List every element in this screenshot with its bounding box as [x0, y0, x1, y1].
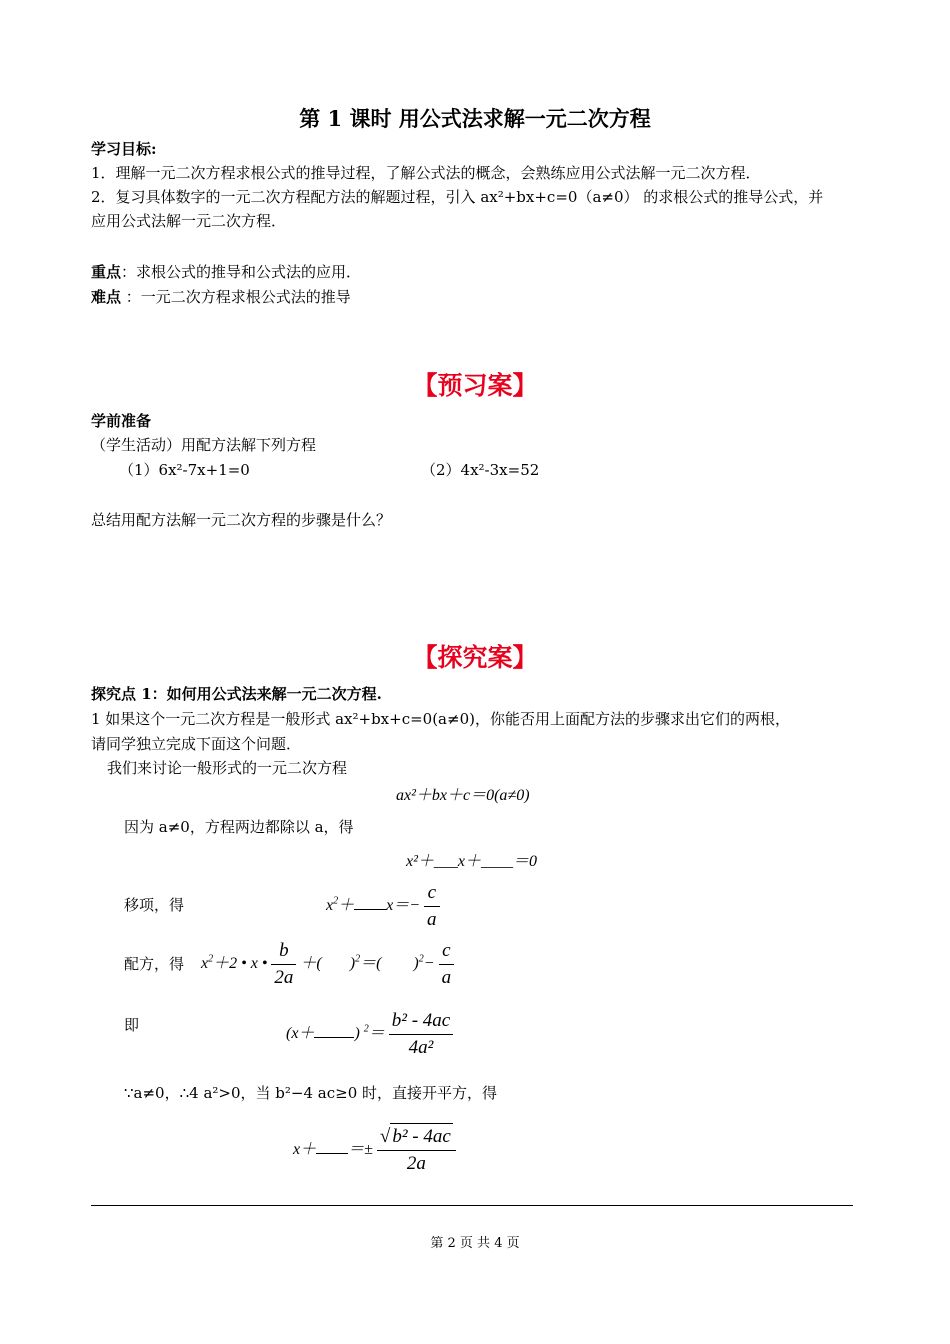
- fraction-c-over-a: [424, 880, 440, 933]
- step-divide: 因为 a≠0，方程两边都除以 a，得: [124, 818, 354, 836]
- page-footer: 第 2 页 共 4 页: [430, 1236, 520, 1251]
- exercise-1: （1）6x²-7x+1=0: [119, 461, 250, 479]
- explore-para-line2: 请同学独立完成下面这个问题．: [91, 735, 302, 753]
- explore-heading: 【探究案】: [412, 643, 538, 672]
- fraction-numerator: b: [271, 938, 296, 965]
- key-point-label: 重点: [91, 263, 122, 281]
- step-ie: 即: [124, 1016, 140, 1034]
- step-move: 移项，得: [124, 896, 185, 914]
- explore-intro: 我们来讨论一般形式的一元二次方程: [107, 759, 348, 777]
- fraction-denominator: a: [427, 909, 437, 930]
- student-activity: （学生活动）用配方法解下列方程: [91, 436, 317, 454]
- divided-equation: x²＋___x＋____＝0: [406, 853, 538, 870]
- explore-point-1: 探究点 1：如何用公式法来解一元二次方程.: [91, 685, 382, 703]
- root-equation: x＋ ＝± $\frac{\text{√ b² - 4ac}}{2a}$: [293, 1123, 456, 1177]
- explore-para-line1: 1 如果这个一元二次方程是一般形式 ax²+bx+c=0(a≠0)，你能否用上面配方法的步骤求出它们的两根，: [91, 710, 790, 728]
- objective-2-line1: 2．复习具体数字的一元二次方程配方法的解题过程，引入 ax²+bx+c=0（a≠0） 的求根公式的推导公式，并: [91, 188, 824, 206]
- fraction-root: $\frac{\text{√ b² - 4ac}}{2a}$: [377, 1123, 456, 1177]
- square-equation: (x＋ ) $^2$＝ $\frac{\text{b² - 4ac}}{\text{4a²}}$: [286, 1008, 453, 1061]
- difficulty-text: ：一元二次方程求根公式法的推导: [121, 288, 351, 306]
- fraction-numerator: b² - 4ac: [389, 1008, 453, 1035]
- general-equation: ax²＋bx＋c＝0(a≠0): [396, 787, 530, 804]
- fraction-numerator: c: [424, 880, 440, 907]
- fraction-denominator: 2a: [406, 1153, 426, 1174]
- fraction-numerator: c: [439, 938, 455, 965]
- difficulty-point: [91, 286, 351, 307]
- fraction-denominator: 2a: [274, 967, 294, 988]
- sqrt-radicand: b² - 4ac: [390, 1123, 452, 1150]
- step-since: ∵a≠0，∴4 a²>0，当 b²−4 ac≥0 时，直接开平方，得: [124, 1084, 498, 1102]
- prep-label: 学前准备: [91, 412, 152, 430]
- page-title: 第 1 课时 用公式法求解一元二次方程: [299, 106, 651, 131]
- key-point-text: ：求根公式的推导和公式法的应用．: [121, 263, 362, 281]
- objective-2-line2: 应用公式法解一元二次方程．: [91, 212, 287, 230]
- key-point: [91, 261, 361, 282]
- preview-heading: 【预习案】: [412, 371, 538, 400]
- exercise-2: （2）4x²-3x=52: [421, 461, 540, 479]
- objective-1: 1．理解一元二次方程求根公式的推导过程，了解公式法的概念，会熟练应用公式法解一元二次方程．: [91, 164, 761, 182]
- fraction-c-over-a-2: [439, 938, 455, 991]
- step-complete: 配方，得: [124, 955, 185, 973]
- fraction-b-over-2a: [271, 938, 296, 991]
- completed-equation: $x^2+2$ • x • $\frac{b}{2a}$ ＋( )$^2$＝( )$^2$− $\frac{c}{a}$: [201, 938, 454, 991]
- moved-equation: $x^2+ x=-$ $\frac{c}{a}$: [326, 880, 440, 933]
- fraction-denominator: 4a²: [408, 1037, 434, 1058]
- objectives-label: 学习目标:: [91, 140, 157, 158]
- fraction-discriminant-over-4a2: [389, 1008, 453, 1061]
- difficulty-label: 难点: [91, 288, 122, 306]
- fraction-denominator: a: [441, 967, 452, 988]
- summary-question: 总结用配方法解一元二次方程的步骤是什么？: [91, 511, 392, 529]
- footer-divider: [91, 1205, 853, 1206]
